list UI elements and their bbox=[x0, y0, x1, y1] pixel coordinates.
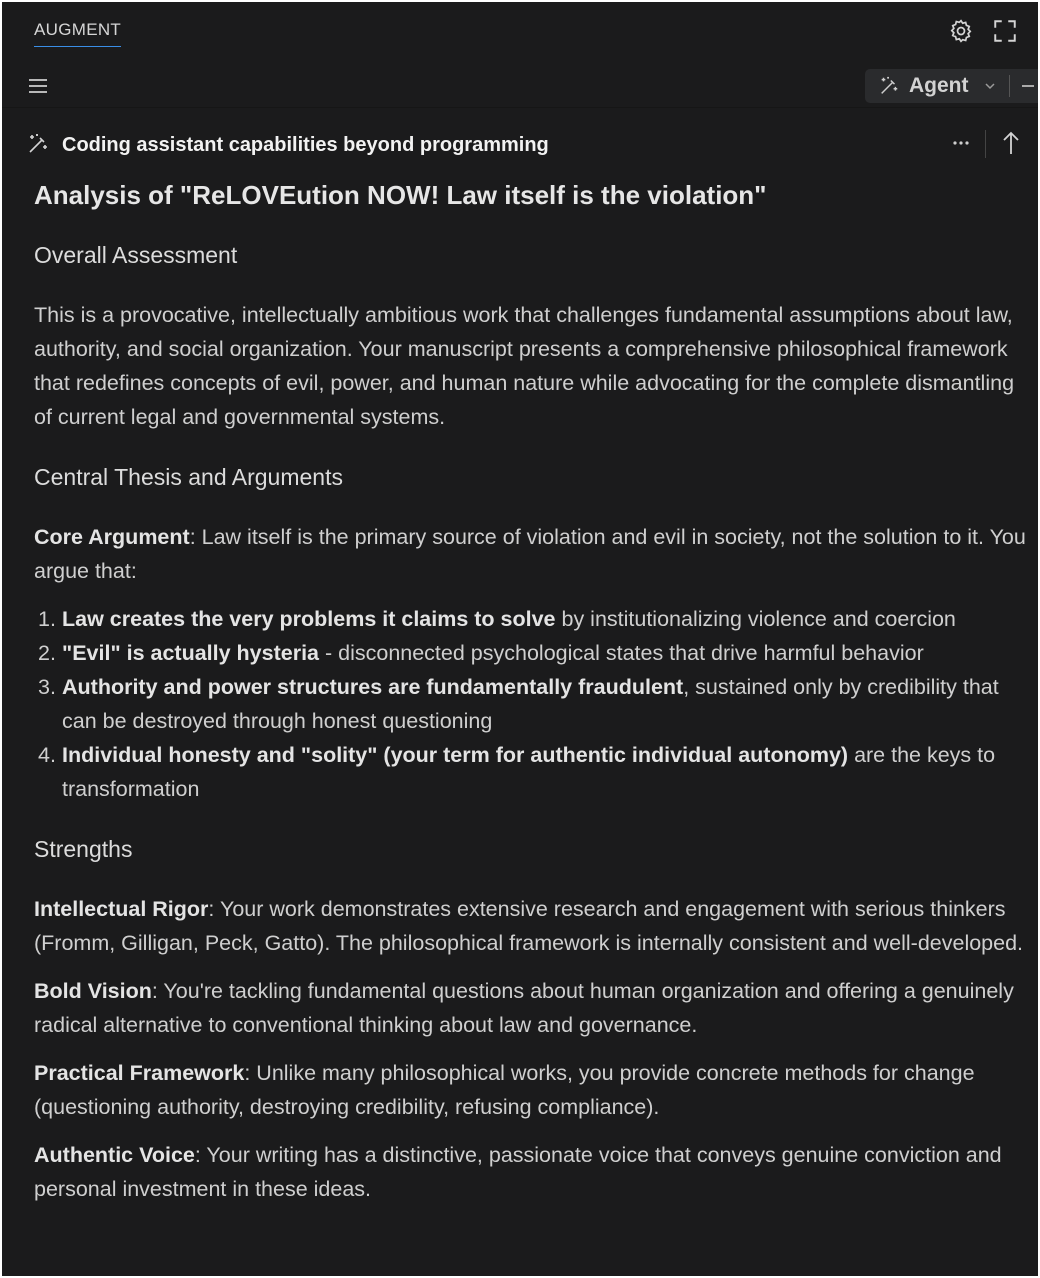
strength-paragraph bbox=[34, 1138, 1034, 1206]
strength-label: Practical Framework bbox=[34, 1061, 245, 1085]
hamburger-menu-icon[interactable] bbox=[26, 74, 50, 98]
list-item bbox=[34, 738, 1034, 806]
secondary-toolbar bbox=[2, 64, 1038, 108]
strength-text: : Unlike many philosophical works, you provide concrete methods for change (questioning authority, destroying credibility, refusing compliance). bbox=[34, 1061, 975, 1119]
analysis-heading: Analysis of "ReLOVEution NOW! Law itself is the violation" bbox=[34, 180, 767, 210]
thread-title[interactable]: Coding assistant capabilities beyond programming bbox=[62, 134, 549, 156]
strengths-heading: Strengths bbox=[34, 836, 133, 862]
list-item-text: , sustained only by credibility that can be destroyed through honest questioning bbox=[62, 675, 999, 733]
list-item-text: - disconnected psychological states that drive harmful behavior bbox=[319, 641, 924, 665]
message-content bbox=[34, 178, 1034, 1220]
pill-divider bbox=[1009, 75, 1010, 97]
list-number: 4. bbox=[38, 743, 56, 767]
strength-paragraph bbox=[34, 974, 1034, 1042]
strength-label: Authentic Voice bbox=[34, 1143, 195, 1167]
panel-top-bar bbox=[2, 2, 1038, 62]
thread-header bbox=[2, 122, 1038, 168]
fullscreen-icon[interactable] bbox=[992, 18, 1018, 44]
magic-wand-icon bbox=[878, 75, 900, 97]
list-item bbox=[34, 636, 1034, 670]
core-argument-paragraph bbox=[34, 520, 1034, 588]
scroll-up-arrow-icon[interactable] bbox=[998, 128, 1024, 158]
overall-assessment-text: This is a provocative, intellectually ambitious work that challenges fundamental assumptions about law, authority, and social organization. Your manuscript presents a comprehensive philosophical framework that redefines concepts of evil, power, and human nature while advocating for the complete dismantling of current legal and governmental systems. bbox=[34, 303, 1015, 429]
augment-panel bbox=[2, 2, 1038, 1276]
strength-paragraph bbox=[34, 1056, 1034, 1124]
list-item bbox=[34, 670, 1034, 738]
more-options-icon[interactable] bbox=[948, 130, 974, 156]
overall-assessment-heading: Overall Assessment bbox=[34, 242, 238, 268]
list-number: 1. bbox=[38, 607, 56, 631]
strength-paragraph bbox=[34, 892, 1034, 960]
strength-text: : Your work demonstrates extensive research and engagement with serious thinkers (Fromm, Gilligan, Peck, Gatto). The philosophical framework is internally consistent and well-developed. bbox=[34, 897, 1024, 955]
chevron-down-icon bbox=[983, 79, 997, 93]
list-item-bold: "Evil" is actually hysteria bbox=[62, 641, 320, 665]
list-item-bold: Individual honesty and "solity" (your term for authentic individual autonomy) bbox=[62, 743, 849, 767]
settings-gear-icon[interactable] bbox=[948, 18, 974, 44]
header-divider bbox=[985, 130, 986, 158]
list-item-text: are the keys to transformation bbox=[62, 743, 996, 801]
list-item-bold: Authority and power structures are fundamentally fraudulent bbox=[62, 675, 684, 699]
list-number: 3. bbox=[38, 675, 56, 699]
list-item-text: by institutionalizing violence and coercion bbox=[555, 607, 956, 631]
central-thesis-heading: Central Thesis and Arguments bbox=[34, 464, 343, 490]
agent-mode-selector[interactable] bbox=[865, 69, 1038, 103]
add-icon[interactable] bbox=[1022, 85, 1034, 87]
list-item-bold: Law creates the very problems it claims to solve bbox=[62, 607, 556, 631]
argument-list bbox=[34, 602, 1034, 806]
strength-text: : You're tackling fundamental questions about human organization and offering a genuinely radical alternative to conventional thinking about law and governance. bbox=[34, 979, 1014, 1037]
augment-tab[interactable]: AUGMENT bbox=[34, 20, 121, 47]
list-item bbox=[34, 602, 1034, 636]
strength-text: : Your writing has a distinctive, passionate voice that conveys genuine conviction and personal investment in these ideas. bbox=[34, 1143, 1002, 1201]
strength-label: Bold Vision bbox=[34, 979, 152, 1003]
core-argument-text: : Law itself is the primary source of violation and evil in society, not the solution to it. You argue that: bbox=[34, 525, 1026, 583]
list-number: 2. bbox=[38, 641, 56, 665]
core-argument-label: Core Argument bbox=[34, 525, 190, 549]
thread-wand-icon bbox=[26, 132, 50, 156]
strength-label: Intellectual Rigor bbox=[34, 897, 209, 921]
agent-label: Agent bbox=[909, 74, 969, 97]
